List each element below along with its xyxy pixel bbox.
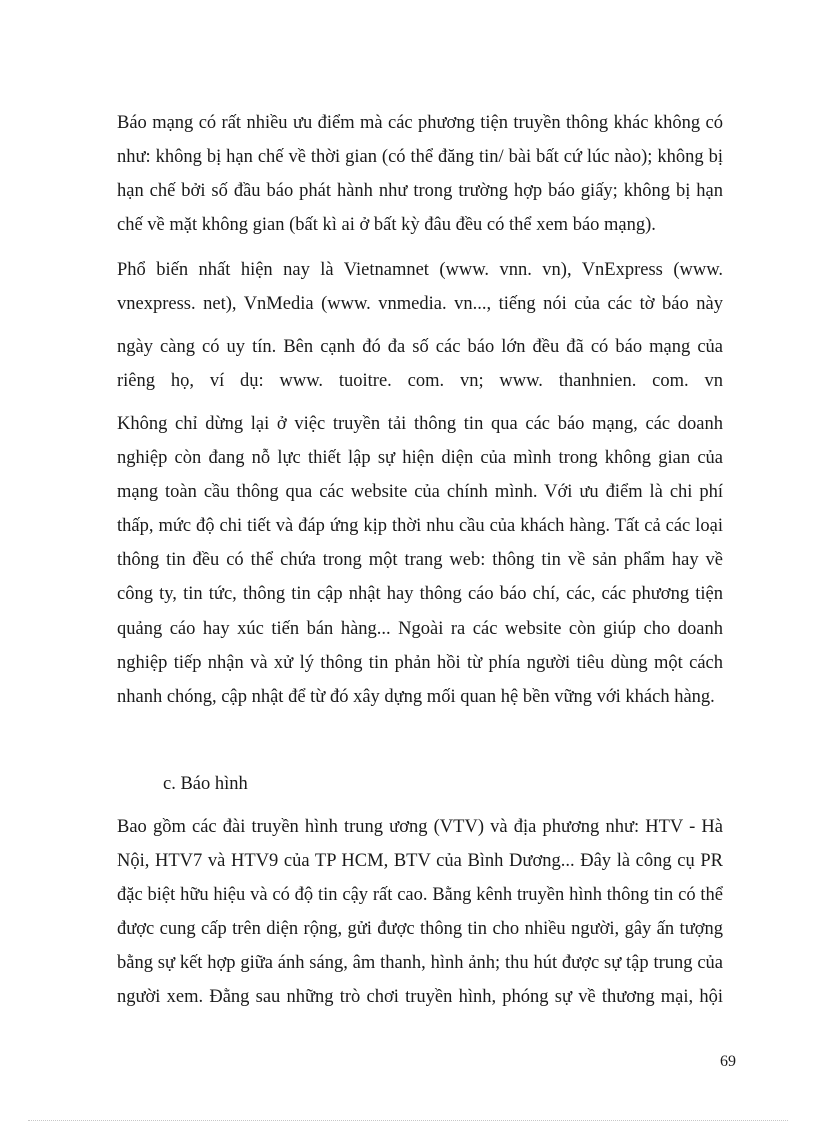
section-heading: c. Báo hình [163,774,248,794]
text-line: nhanh chóng, cập nhật để từ đó xây dựng mối quan hệ bền vững với khách hàng. [117,687,715,707]
text-line: Bao gồm các đài truyền hình trung ương (VTV) và địa phương như: HTV - Hà [117,817,723,837]
text-line: ngày càng có uy tín. Bên cạnh đó đa số các báo lớn đều đã có báo mạng của [117,337,723,357]
text-line: thấp, mức độ chi tiết và đáp ứng kịp thời nhu cầu của khách hàng. Tất cả các loại [117,516,723,536]
text-line: hạn chế bởi số đầu báo phát hành như trong trường hợp báo giấy; không bị hạn [117,181,723,201]
text-line: vnexpress. net), VnMedia (www. vnmedia. vn..., tiếng nói của các tờ báo này [117,294,723,314]
text-line: nghiệp còn đang nỗ lực thiết lập sự hiện diện của mình trong không gian của [117,448,723,468]
text-line: mạng toàn cầu thông qua các website của chính mình. Với ưu điểm là chi phí [117,482,723,502]
page-number: 69 [720,1053,736,1070]
text-line: chế về mặt không gian (bất kì ai ở bất kỳ đâu đều có thể xem báo mạng). [117,215,656,235]
text-line: quảng cáo hay xúc tiến bán hàng... Ngoài ra các website còn giúp cho doanh [117,619,723,639]
text-line: riêng họ, ví dụ: www. tuoitre. com. vn; www. thanhnien. com. vn [117,371,723,391]
text-line: người xem. Đằng sau những trò chơi truyền hình, phóng sự về thương mại, hội [117,987,723,1007]
text-line: Nội, HTV7 và HTV9 của TP HCM, BTV của Bình Dương... Đây là công cụ PR [117,851,723,871]
text-line: nghiệp tiếp nhận và xử lý thông tin phản hồi từ phía người tiêu dùng một cách [117,653,723,673]
text-line: thông tin đều có thể chứa trong một trang web: thông tin về sản phẩm hay về [117,550,723,570]
text-line: như: không bị hạn chế về thời gian (có thể đăng tin/ bài bất cứ lúc nào); không bị [117,147,723,167]
text-line: đặc biệt hữu hiệu và có độ tin cậy rất cao. Bằng kênh truyền hình thông tin có thể [117,885,723,905]
text-line: được cung cấp trên diện rộng, gửi được thông tin cho nhiều người, gây ấn tượng [117,919,723,939]
page-bottom-divider [28,1120,788,1121]
text-line: bằng sự kết hợp giữa ánh sáng, âm thanh, hình ảnh; thu hút được sự tập trung của [117,953,723,973]
text-line: Phổ biến nhất hiện nay là Vietnamnet (www. vnn. vn), VnExpress (www. [117,260,723,280]
text-line: Không chỉ dừng lại ở việc truyền tải thông tin qua các báo mạng, các doanh [117,414,723,434]
text-line: công ty, tin tức, thông tin cập nhật hay thông cáo báo chí, các, các phương tiện [117,584,723,604]
text-line: Báo mạng có rất nhiều ưu điểm mà các phương tiện truyền thông khác không có [117,113,723,133]
